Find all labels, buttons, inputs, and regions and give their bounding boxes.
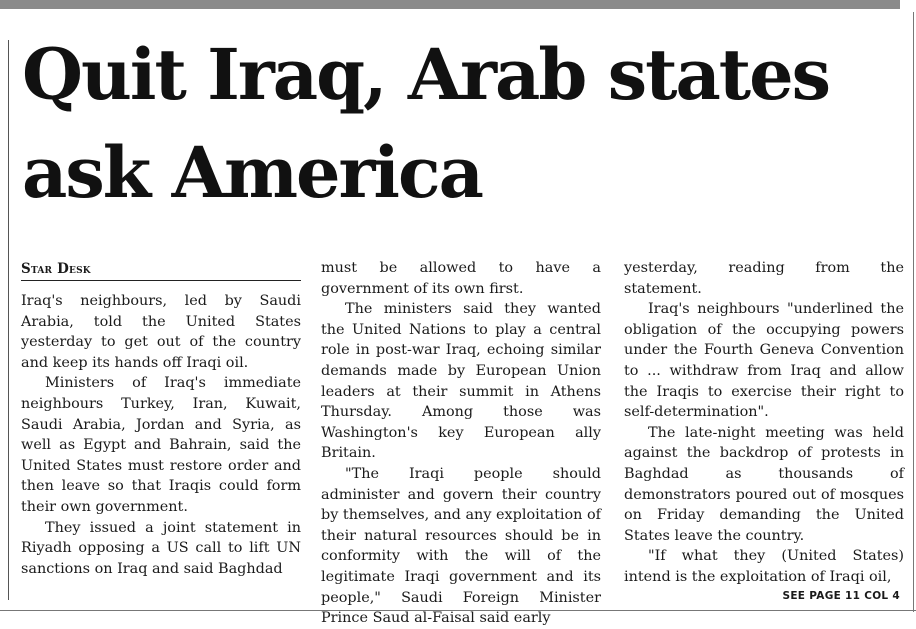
article-column-3 xyxy=(624,258,904,604)
paragraph: They issued a joint statement in Riyadh opposing a US call to lift UN sanctions on Iraq and said Baghdad xyxy=(21,519,301,577)
continued-on-page-link[interactable]: SEE PAGE 11 COL 4 xyxy=(782,589,900,602)
paragraph: Iraq's neighbours "underlined the obligation of the occupying powers under the Fourth Geneva Convention to ... withdraw from Iraq and allow the Iraqis to exercise their right to self-determination". xyxy=(624,301,904,421)
right-column-rule xyxy=(913,12,914,612)
paragraph: "The Iraqi people should administer and govern their country by themselves, and any exploitation of their natural resources should be in conformity with the will of the legitimate Iraqi government and its people," Saudi Foreign Minister Prince Saud al-Faisal said early xyxy=(321,465,601,627)
paragraph: yesterday, reading from the statement. xyxy=(624,260,904,297)
paragraph: Ministers of Iraq's immediate neighbours Turkey, Iran, Kuwait, Saudi Arabia, Jordan and Syria, as well as Egypt and Bahrain, said the United States must restore order and then leave so that Iraqis could form their own government. xyxy=(21,375,301,515)
paragraph: Iraq's neighbours, led by Saudi Arabia, told the United States yesterday to get out of the country and keep its hands off Iraqi oil. xyxy=(21,293,301,371)
paragraph: The late-night meeting was held against the backdrop of protests in Baghdad as thousands of demonstrators poured out of mosques on Friday demanding the United States leave the country. xyxy=(624,424,904,544)
headline xyxy=(22,26,902,222)
top-rule xyxy=(0,0,900,9)
left-column-rule xyxy=(8,40,9,600)
article-column-1 xyxy=(21,258,301,579)
article-column-2 xyxy=(321,258,601,629)
paragraph: must be allowed to have a government of its own first. xyxy=(321,260,601,297)
headline-line-2: ask America xyxy=(22,131,483,214)
byline: Star Desk xyxy=(21,258,301,281)
paragraph: "If what they (United States) intend is the exploitation of Iraqi oil, xyxy=(624,548,904,585)
paragraph: The ministers said they wanted the United Nations to play a central role in post-war Iraq, echoing similar demands made by European Union leaders at their summit in Athens Thursday. Among those was Washington's key European ally Britain. xyxy=(321,301,601,462)
headline-line-1: Quit Iraq, Arab states xyxy=(22,33,830,116)
